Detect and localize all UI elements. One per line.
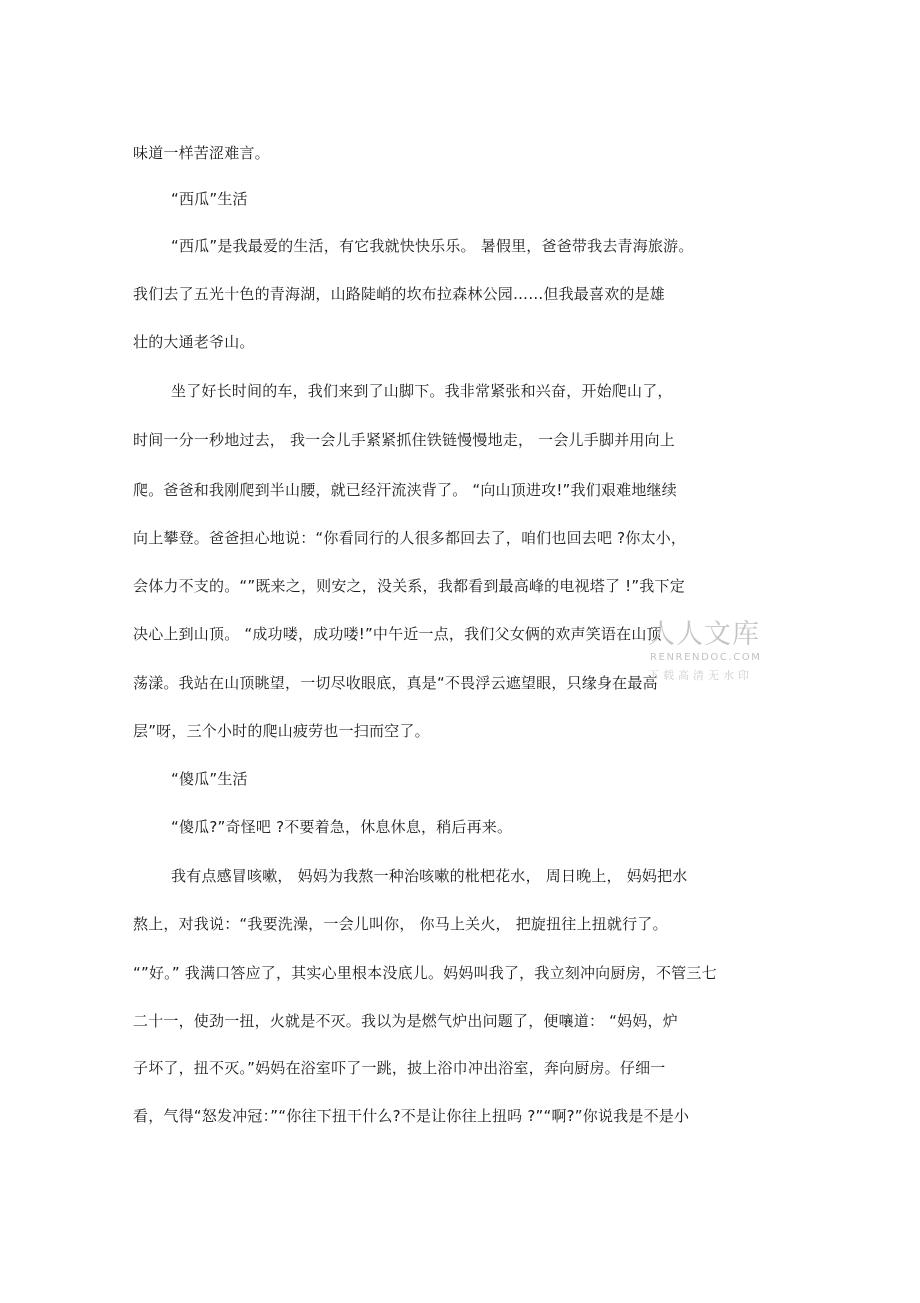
text-line: 我有点感冒咳嗽， 妈妈为我熬一种治咳嗽的枇杷花水， 周日晚上， 妈妈把水 bbox=[171, 867, 688, 885]
text-line: 荡漾。我站在山顶眺望，一切尽收眼底，真是“不畏浮云遮望眼，只缘身在最高 bbox=[133, 674, 658, 692]
text-line: 子坏了，扭不灭。”妈妈在浴室吓了一跳，披上浴巾冲出浴室，奔向厨房。仔细一 bbox=[133, 1059, 666, 1077]
text-line: 味道一样苦涩难言。 bbox=[133, 144, 270, 162]
text-line: 会体力不支的。“”既来之，则安之，没关系，我都看到最高峰的电视塔了 !”我下定 bbox=[133, 577, 685, 595]
text-line: 爬。爸爸和我刚爬到半山腰，就已经汗流浃背了。 “向山顶进攻!”我们艰难地继续 bbox=[133, 481, 677, 499]
text-line: 坐了好长时间的车，我们来到了山脚下。我非常紧张和兴奋，开始爬山了， bbox=[171, 382, 673, 400]
section-heading: “傻瓜”生活 bbox=[171, 770, 248, 788]
watermark-logo: 人人文库 bbox=[648, 619, 760, 650]
text-line: “”好。” 我满口答应了，其实心里根本没底儿。妈妈叫我了，我立刻冲向厨房，不管三七 bbox=[133, 964, 717, 982]
text-line: 层”呀，三个小时的爬山疲劳也一扫而空了。 bbox=[133, 722, 430, 740]
text-line: 二十一，使劲一扭，火就是不灭。我以为是燃气炉出问题了，便嚷道： “妈妈，炉 bbox=[133, 1012, 678, 1030]
text-line: 向上攀登。爸爸担心地说：“你看同行的人很多都回去了，咱们也回去吧 ?你太小， bbox=[133, 529, 687, 547]
text-line: “傻瓜?”奇怪吧 ?不要着急，休息休息，稍后再来。 bbox=[171, 818, 513, 836]
watermark-tagline: 下载高清无水印 bbox=[648, 669, 753, 682]
section-heading: “西瓜”生活 bbox=[171, 190, 248, 208]
text-line: 时间一分一秒地过去， 我一会儿手紧紧抓住铁链慢慢地走， 一会儿手脚并用向上 bbox=[133, 431, 675, 449]
text-line: 决心上到山顶。 “成功喽，成功喽!”中午近一点，我们父女俩的欢声笑语在山顶 bbox=[133, 625, 662, 643]
watermark-domain: RENRENDOC.COM bbox=[650, 652, 762, 663]
text-line: “西瓜”是我最爱的生活，有它我就快快乐乐。 暑假里，爸爸带我去青海旅游。 bbox=[171, 237, 694, 255]
watermark bbox=[648, 619, 778, 689]
text-line: 看，气得“怒发冲冠：”“你往下扭干什么?不是让你往上扭吗 ?”“啊?”你说我是不是小 bbox=[133, 1107, 690, 1125]
text-line: 壮的大通老爷山。 bbox=[133, 333, 255, 351]
text-line: 熬上，对我说：“我要洗澡，一会儿叫你， 你马上关火， 把旋扭往上扭就行了。 bbox=[133, 915, 668, 933]
text-line: 我们去了五光十色的青海湖，山路陡峭的坎布拉森林公园……但我最喜欢的是雄 bbox=[133, 285, 666, 303]
